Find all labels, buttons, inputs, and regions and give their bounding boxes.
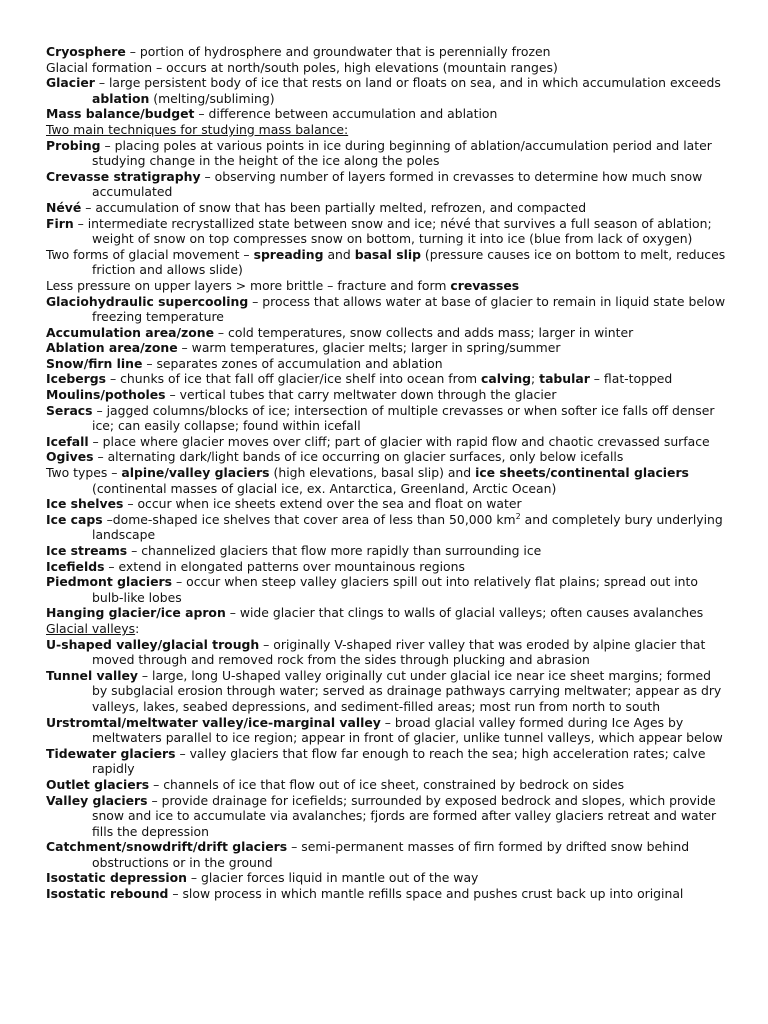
definition: – place where glacier moves over cliff; part of glacier with rapid flow and chaotic crevassed surface <box>88 433 710 449</box>
term: Firn <box>46 215 74 231</box>
entry-isostatic-depression <box>46 870 728 886</box>
entry-seracs <box>46 403 728 434</box>
term: Accumulation area/zone <box>46 324 214 340</box>
entry-ice-streams <box>46 543 728 559</box>
definition: – broad glacial valley formed during Ice Ages by meltwaters parallel to ice region; appear in front of glacier, unlike tunnel valleys, which appear below <box>92 714 723 746</box>
definition: – placing poles at various points in ice during beginning of ablation/accumulation period and later studying change in the height of the ice along the poles <box>92 137 712 169</box>
entry-snow-line <box>46 356 728 372</box>
definition: – process that allows water at base of glacier to remain in liquid state below freezing temperature <box>92 293 726 325</box>
entry-tidewater-glaciers <box>46 746 728 777</box>
definition: – observing number of layers formed in crevasses to determine how much snow accumulated <box>92 168 703 200</box>
entry-ice-shelves <box>46 496 728 512</box>
entry-ogives <box>46 449 728 465</box>
entry-ice-caps <box>46 512 728 543</box>
entry-icefall <box>46 434 728 450</box>
definition: – chunks of ice that fall off glacier/ice shelf into ocean from <box>106 371 482 387</box>
term-inline: tabular <box>539 371 590 387</box>
definition: – channels of ice that flow out of ice sheet, constrained by bedrock on sides <box>149 776 625 792</box>
definition: (continental masses of glacial ice, ex. Antarctica, Greenland, Arctic Ocean) <box>92 480 557 496</box>
definition: and <box>323 246 355 262</box>
entry-urstromtal <box>46 715 728 746</box>
term: Valley glaciers <box>46 792 148 808</box>
term: Icebergs <box>46 371 106 387</box>
entry-icefields <box>46 559 728 575</box>
term: Catchment/snowdrift/drift glaciers <box>46 839 288 855</box>
definition: – separates zones of accumulation and ablation <box>142 355 443 371</box>
definition: – provide drainage for icefields; surrounded by exposed bedrock and slopes, which provide snow and ice to accumulate via avalanches; fjords are formed after valley glaciers retreat and water fills the depression <box>92 792 717 839</box>
definition: – cold temperatures, snow collects and adds mass; larger in winter <box>213 324 634 340</box>
definition: (high elevations, basal slip) and <box>269 465 476 481</box>
definition: Less pressure on upper layers > more brittle – fracture and form <box>46 277 451 293</box>
entry-cryosphere <box>46 44 728 60</box>
term: Ice shelves <box>46 496 124 512</box>
definition: – vertical tubes that carry meltwater down through the glacier <box>165 387 557 403</box>
section-heading-glacial-valleys <box>46 621 728 637</box>
term-inline: ablation <box>92 90 150 106</box>
entry-hanging-glacier <box>46 605 728 621</box>
term: Urstromtal/meltwater valley/ice-marginal valley <box>46 714 381 730</box>
entry-supercooling <box>46 294 728 325</box>
term: Ice caps <box>46 511 103 527</box>
term: Crevasse stratigraphy <box>46 168 201 184</box>
definition: – wide glacier that clings to walls of glacial valleys; often causes avalanches <box>225 605 704 621</box>
definition: ; <box>531 371 540 387</box>
entry-glacier <box>46 75 728 106</box>
definition: – flat-topped <box>589 371 673 387</box>
term: Probing <box>46 137 101 153</box>
superscript: 2 <box>515 511 521 521</box>
term: Icefields <box>46 558 105 574</box>
entry-moulins <box>46 387 728 403</box>
definition: and completely bury underlying landscape <box>92 511 723 543</box>
definition: – large persistent body of ice that rests on land or floats on sea, and in which accumulation exceeds <box>94 75 721 91</box>
definition: –dome-shaped ice shelves that cover area of less than 50,000 km <box>102 511 516 527</box>
definition: – alternating dark/light bands of ice occurring on glacier surfaces, only below icefalls <box>93 449 624 465</box>
heading-text: Glacial valleys <box>46 620 136 636</box>
entry-probing <box>46 138 728 169</box>
term-inline: calving <box>481 371 532 387</box>
term: Moulins/potholes <box>46 387 166 403</box>
term: Mass balance/budget <box>46 106 195 122</box>
definition: – semi-permanent masses of firn formed by drifted snow behind obstructions or in the ground <box>92 839 690 870</box>
definition: (melting/subliming) <box>149 90 275 106</box>
term: Ice streams <box>46 543 128 558</box>
definition: – portion of hydrosphere and groundwater that is perennially frozen <box>125 44 551 59</box>
term: Icefall <box>46 433 89 449</box>
term: Névé <box>46 199 82 215</box>
term: Cryosphere <box>46 44 126 59</box>
entry-neve <box>46 200 728 216</box>
entry-crevasses <box>46 278 728 294</box>
entry-outlet-glaciers <box>46 777 728 793</box>
term: U-shaped valley/glacial trough <box>46 636 260 652</box>
entry-accumulation-area <box>46 325 728 341</box>
definition: Two forms of glacial movement – <box>46 246 254 262</box>
entry-glacial-formation <box>46 60 728 76</box>
term-inline: alpine/valley glaciers <box>121 465 270 481</box>
term: Seracs <box>46 402 93 418</box>
definition: – extend in elongated patterns over mountainous regions <box>104 558 465 574</box>
term: Tidewater glaciers <box>46 745 176 761</box>
entry-mass-balance <box>46 106 728 122</box>
definition: (pressure causes ice on bottom to melt, reduces friction and allows slide) <box>92 246 726 278</box>
term-inline: spreading <box>253 246 324 262</box>
entry-catchment-glaciers <box>46 839 728 870</box>
section-heading-mass-balance: Two main techniques for studying mass balance: <box>46 121 349 137</box>
definition: – occur when ice sheets extend over the sea and float on water <box>123 496 522 512</box>
definition: – glacier forces liquid in mantle out of the way <box>186 870 479 886</box>
term-inline: crevasses <box>450 277 520 293</box>
term: Outlet glaciers <box>46 776 150 792</box>
term: Glacier <box>46 75 95 91</box>
definition: – accumulation of snow that has been partially melted, refrozen, and compacted <box>81 199 587 215</box>
definition: Two types – <box>46 465 122 481</box>
term: Ogives <box>46 449 94 465</box>
entry-firn <box>46 216 728 247</box>
entry-glacial-movement <box>46 247 728 278</box>
definition: – intermediate recrystallized state between snow and ice; névé that survives a full season of ablation; weight of snow on top compresses snow on bottom, turning it into ice (blue from lack of oxygen) <box>73 215 712 247</box>
definition: – warm temperatures, glacier melts; larger in spring/summer <box>177 340 561 356</box>
entry-tunnel-valley <box>46 668 728 715</box>
entry-piedmont-glaciers <box>46 574 728 605</box>
term: Snow/firn line <box>46 355 143 371</box>
term: Isostatic depression <box>46 870 187 886</box>
definition: – slow process in which mantle refills space and pushes crust back up into original <box>168 886 684 902</box>
term: Glaciohydraulic supercooling <box>46 293 249 309</box>
term: Ablation area/zone <box>46 340 178 356</box>
term-inline: basal slip <box>354 246 421 262</box>
definition: – difference between accumulation and ablation <box>194 106 498 122</box>
definition: – valley glaciers that flow far enough to reach the sea; high acceleration rates; calve rapidly <box>92 745 706 777</box>
heading-colon: : <box>135 620 140 636</box>
entry-glacier-types <box>46 465 728 496</box>
entry-icebergs <box>46 371 728 387</box>
entry-u-shaped-valley <box>46 637 728 668</box>
entry-isostatic-rebound <box>46 886 728 902</box>
term: Piedmont glaciers <box>46 574 173 590</box>
term: Hanging glacier/ice apron <box>46 605 226 621</box>
entry-ablation-area <box>46 340 728 356</box>
entry-valley-glaciers <box>46 793 728 840</box>
definition: – large, long U-shaped valley originally cut under glacial ice near ice sheet margins; formed by subglacial erosion through water; served as drainage pathways carrying meltwater; appear as dry valleys, lakes, seabed depressions, and sediment-filled areas; most run from north to south <box>92 667 722 714</box>
definition: – occur when steep valley glaciers spill out into relatively flat plains; spread out into bulb-like lobes <box>92 574 698 605</box>
definition: – originally V-shaped river valley that was eroded by alpine glacier that moved through and removed rock from the sides through plucking and abrasion <box>92 636 706 668</box>
term-inline: ice sheets/continental glaciers <box>475 465 689 481</box>
definition: – jagged columns/blocks of ice; intersection of multiple crevasses or when softer ice falls off denser ice; can easily collapse; found within icefall <box>92 402 715 434</box>
definition: – channelized glaciers that flow more rapidly than surrounding ice <box>127 543 542 558</box>
term: Tunnel valley <box>46 667 138 683</box>
term: Isostatic rebound <box>46 886 169 902</box>
entry-crevasse-stratigraphy <box>46 169 728 200</box>
definition: Glacial formation – occurs at north/south poles, high elevations (mountain ranges) <box>46 59 558 75</box>
